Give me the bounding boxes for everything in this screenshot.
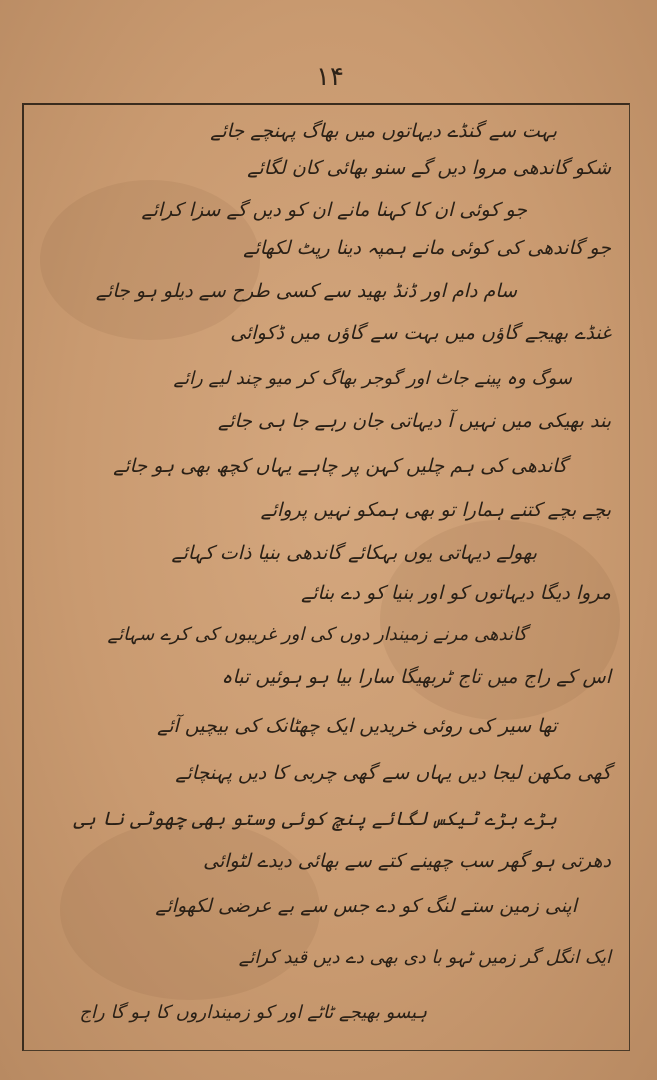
verse-line-10: بچے بچے کتنے ہمارا تو بھی ہمکو نہیں پروائے <box>260 499 611 521</box>
verse-line-16: گھی مکھن لیجا دیں یہاں سے گھی چربی کا دیں پہنچائے <box>175 762 611 784</box>
verse-line-13: گاندھی مرنے زمیندار دوں کی اور غریبوں کی کرے سہائے <box>107 624 527 645</box>
verse-line-17: بڑے بڑے ٹیکس لگائے پنچ کوئی وستو بھی چھوٹی نا ہی <box>73 808 557 830</box>
page-number: ۱۴ <box>316 62 344 92</box>
verse-line-2: شکو گاندھی مروا دیں گے سنو بھائی کان لگائے <box>247 157 611 179</box>
verse-line-1: بہت سے گنڈے دیہاتوں میں بھاگ پہنچے جائے <box>210 120 557 142</box>
verse-line-6: غنڈے بھیجے گاؤں میں بہت سے گاؤں میں ڈکوائی <box>230 322 611 344</box>
verse-line-15: تھا سیر کی روئی خریدیں ایک چھٹانک کی بیچیں آئے <box>157 715 557 737</box>
verse-line-20: ایک انگل گر زمیں ٹہو با دی بھی دے دیں قید کرائے <box>238 947 611 968</box>
verse-line-9: گاندھی کی ہم چلیں کہن پر چاہے یہاں کچھ بھی ہو جائے <box>113 455 567 477</box>
verse-line-3: جو کوئی ان کا کہنا مانے ان کو دیں گے سزا کرائے <box>141 199 527 221</box>
verse-line-21: ہیسو بھیجے ٹاٹے اور کو زمینداروں کا ہو گا راج <box>79 1002 427 1023</box>
verse-line-18: دھرتی ہو گھر سب چھینے کتے سے بھائی دیدے لٹوائی <box>203 850 611 872</box>
verse-line-5: سام دام اور ڈنڈ بھید سے کسی طرح سے دیلو ہو جائے <box>95 280 517 302</box>
verse-line-14: اس کے راج میں تاج ٹربھیگا سارا بیا ہو ہوئیں تباہ <box>221 666 611 688</box>
verse-line-19: اپنی زمین ستے لنگ کو دے جس سے بے عرضی لکھوائے <box>155 895 577 917</box>
verse-line-12: مروا دیگا دیہاتوں کو اور بنیا کو دے بنائے <box>301 582 611 604</box>
verse-line-4: جو گاندھی کی کوئی مانے ہمپہ دینا رپٹ لکھائے <box>243 237 611 259</box>
verse-line-11: بھولے دیہاتی یوں بہکائے گاندھی بنیا ذات کہائے <box>171 542 537 564</box>
verse-line-7: سوگ وہ پینے جاٹ اور گوجر بھاگ کر میو چند لیے رائے <box>173 368 572 389</box>
verse-line-8: بند بھیکی میں نہیں آ دیہاتی جان رہے جا ہی جائے <box>218 410 611 432</box>
